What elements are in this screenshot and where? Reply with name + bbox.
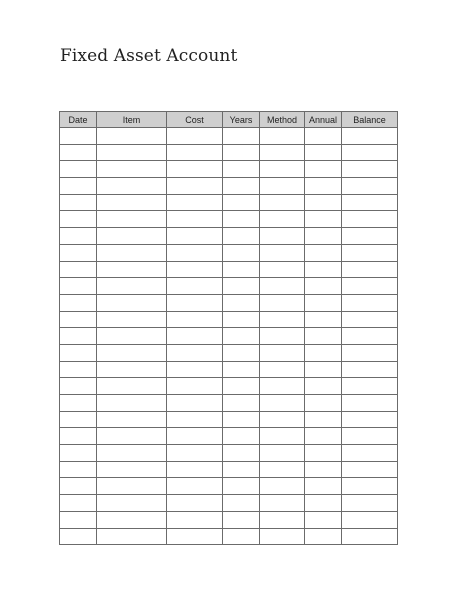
ledger-cell-date — [60, 511, 97, 528]
ledger-cell-item — [97, 261, 167, 278]
ledger-cell-item — [97, 278, 167, 295]
ledger-cell-balance — [342, 528, 398, 545]
ledger-cell-item — [97, 161, 167, 178]
ledger-cell-method — [260, 528, 305, 545]
ledger-cell-balance — [342, 261, 398, 278]
ledger-cell-item — [97, 495, 167, 512]
ledger-cell-item — [97, 178, 167, 195]
column-header-date: Date — [60, 112, 97, 128]
ledger-cell-method — [260, 144, 305, 161]
ledger-cell-annual — [305, 228, 342, 245]
ledger-cell-years — [223, 528, 260, 545]
ledger-cell-method — [260, 361, 305, 378]
ledger-cell-date — [60, 261, 97, 278]
ledger-cell-annual — [305, 378, 342, 395]
ledger-cell-method — [260, 228, 305, 245]
ledger-cell-item — [97, 395, 167, 412]
ledger-cell-method — [260, 161, 305, 178]
ledger-cell-date — [60, 128, 97, 145]
ledger-cell-date — [60, 211, 97, 228]
ledger-cell-balance — [342, 511, 398, 528]
column-header-years: Years — [223, 112, 260, 128]
ledger-cell-annual — [305, 161, 342, 178]
ledger-cell-cost — [167, 461, 223, 478]
ledger-row — [60, 161, 398, 178]
ledger-cell-item — [97, 344, 167, 361]
ledger-cell-balance — [342, 294, 398, 311]
ledger-cell-date — [60, 278, 97, 295]
ledger-cell-method — [260, 428, 305, 445]
ledger-row — [60, 361, 398, 378]
ledger-cell-balance — [342, 411, 398, 428]
ledger-cell-method — [260, 445, 305, 462]
ledger-cell-annual — [305, 128, 342, 145]
ledger-cell-date — [60, 194, 97, 211]
ledger-cell-cost — [167, 445, 223, 462]
ledger-cell-years — [223, 161, 260, 178]
ledger-cell-balance — [342, 344, 398, 361]
ledger-cell-annual — [305, 311, 342, 328]
ledger-cell-date — [60, 361, 97, 378]
ledger-row — [60, 278, 398, 295]
ledger-cell-years — [223, 445, 260, 462]
ledger-cell-balance — [342, 311, 398, 328]
ledger-cell-item — [97, 461, 167, 478]
ledger-cell-years — [223, 428, 260, 445]
ledger-cell-annual — [305, 261, 342, 278]
ledger-cell-date — [60, 344, 97, 361]
ledger-cell-cost — [167, 278, 223, 295]
ledger-row — [60, 178, 398, 195]
ledger-cell-balance — [342, 478, 398, 495]
ledger-cell-date — [60, 445, 97, 462]
ledger-cell-cost — [167, 378, 223, 395]
ledger-body — [60, 128, 398, 545]
ledger-row — [60, 495, 398, 512]
ledger-cell-item — [97, 311, 167, 328]
ledger-cell-method — [260, 395, 305, 412]
ledger-cell-cost — [167, 511, 223, 528]
ledger-cell-years — [223, 378, 260, 395]
ledger-cell-item — [97, 478, 167, 495]
ledger-cell-item — [97, 211, 167, 228]
ledger-row — [60, 261, 398, 278]
ledger-cell-balance — [342, 161, 398, 178]
ledger-cell-years — [223, 228, 260, 245]
ledger-cell-method — [260, 478, 305, 495]
ledger-cell-annual — [305, 294, 342, 311]
ledger-cell-item — [97, 128, 167, 145]
ledger-cell-cost — [167, 261, 223, 278]
column-header-method: Method — [260, 112, 305, 128]
ledger-cell-annual — [305, 144, 342, 161]
ledger-cell-cost — [167, 244, 223, 261]
ledger-cell-item — [97, 144, 167, 161]
ledger-cell-method — [260, 344, 305, 361]
ledger-cell-years — [223, 244, 260, 261]
ledger-cell-annual — [305, 478, 342, 495]
ledger-cell-date — [60, 395, 97, 412]
ledger-cell-method — [260, 311, 305, 328]
page-title: Fixed Asset Account — [60, 46, 238, 66]
ledger-cell-annual — [305, 528, 342, 545]
ledger-cell-item — [97, 445, 167, 462]
ledger-cell-date — [60, 428, 97, 445]
ledger-cell-cost — [167, 211, 223, 228]
ledger-cell-date — [60, 161, 97, 178]
ledger-cell-annual — [305, 211, 342, 228]
ledger-header-row — [60, 112, 398, 128]
ledger-row — [60, 294, 398, 311]
ledger-cell-years — [223, 144, 260, 161]
ledger-cell-date — [60, 178, 97, 195]
ledger-row — [60, 461, 398, 478]
ledger-cell-date — [60, 144, 97, 161]
ledger-cell-cost — [167, 311, 223, 328]
ledger-cell-method — [260, 495, 305, 512]
ledger-cell-method — [260, 244, 305, 261]
ledger-cell-method — [260, 128, 305, 145]
ledger-cell-date — [60, 411, 97, 428]
ledger-cell-date — [60, 294, 97, 311]
ledger-cell-cost — [167, 395, 223, 412]
column-header-cost: Cost — [167, 112, 223, 128]
ledger-cell-item — [97, 511, 167, 528]
ledger-cell-balance — [342, 211, 398, 228]
fixed-asset-ledger-table — [59, 111, 398, 545]
ledger-cell-years — [223, 461, 260, 478]
ledger-cell-method — [260, 278, 305, 295]
ledger-cell-date — [60, 311, 97, 328]
ledger-cell-annual — [305, 178, 342, 195]
ledger-row — [60, 228, 398, 245]
ledger-cell-balance — [342, 194, 398, 211]
ledger-cell-balance — [342, 278, 398, 295]
ledger-cell-annual — [305, 511, 342, 528]
ledger-cell-cost — [167, 328, 223, 345]
ledger-cell-annual — [305, 244, 342, 261]
ledger-cell-balance — [342, 144, 398, 161]
ledger-cell-years — [223, 211, 260, 228]
ledger-cell-balance — [342, 228, 398, 245]
ledger-cell-annual — [305, 461, 342, 478]
ledger-cell-date — [60, 244, 97, 261]
ledger-cell-annual — [305, 361, 342, 378]
ledger-cell-balance — [342, 178, 398, 195]
ledger-cell-balance — [342, 395, 398, 412]
ledger-cell-years — [223, 411, 260, 428]
ledger-row — [60, 194, 398, 211]
ledger-cell-item — [97, 294, 167, 311]
ledger-cell-years — [223, 344, 260, 361]
ledger-cell-method — [260, 294, 305, 311]
ledger-cell-years — [223, 478, 260, 495]
ledger-cell-date — [60, 478, 97, 495]
ledger-cell-cost — [167, 428, 223, 445]
ledger-cell-years — [223, 294, 260, 311]
ledger-cell-date — [60, 495, 97, 512]
ledger-cell-cost — [167, 228, 223, 245]
ledger-cell-balance — [342, 244, 398, 261]
ledger-row — [60, 445, 398, 462]
ledger-cell-years — [223, 261, 260, 278]
ledger-cell-item — [97, 528, 167, 545]
ledger-cell-cost — [167, 528, 223, 545]
ledger-cell-annual — [305, 428, 342, 445]
ledger-row — [60, 328, 398, 345]
ledger-cell-item — [97, 328, 167, 345]
ledger-row — [60, 311, 398, 328]
ledger-cell-balance — [342, 428, 398, 445]
ledger-cell-years — [223, 194, 260, 211]
ledger-cell-cost — [167, 161, 223, 178]
ledger-cell-balance — [342, 461, 398, 478]
ledger-cell-years — [223, 178, 260, 195]
ledger-cell-method — [260, 211, 305, 228]
ledger-row — [60, 344, 398, 361]
ledger-cell-balance — [342, 445, 398, 462]
ledger-cell-date — [60, 378, 97, 395]
ledger-cell-annual — [305, 278, 342, 295]
ledger-row — [60, 478, 398, 495]
ledger-row — [60, 411, 398, 428]
ledger-row — [60, 211, 398, 228]
ledger-cell-cost — [167, 478, 223, 495]
ledger-cell-date — [60, 328, 97, 345]
ledger-cell-method — [260, 261, 305, 278]
column-header-annual: Annual — [305, 112, 342, 128]
ledger-cell-cost — [167, 361, 223, 378]
ledger-cell-item — [97, 411, 167, 428]
ledger-cell-method — [260, 194, 305, 211]
ledger-cell-years — [223, 128, 260, 145]
ledger-cell-years — [223, 511, 260, 528]
ledger-cell-annual — [305, 194, 342, 211]
ledger-cell-annual — [305, 445, 342, 462]
ledger-row — [60, 511, 398, 528]
ledger-cell-method — [260, 411, 305, 428]
ledger-cell-years — [223, 311, 260, 328]
ledger-cell-cost — [167, 194, 223, 211]
ledger-cell-date — [60, 461, 97, 478]
ledger-cell-cost — [167, 128, 223, 145]
ledger-cell-method — [260, 378, 305, 395]
ledger-cell-method — [260, 328, 305, 345]
ledger-cell-item — [97, 378, 167, 395]
ledger-cell-years — [223, 395, 260, 412]
ledger-cell-balance — [342, 495, 398, 512]
ledger-cell-item — [97, 428, 167, 445]
ledger-row — [60, 244, 398, 261]
ledger-cell-annual — [305, 344, 342, 361]
ledger-cell-annual — [305, 411, 342, 428]
ledger-cell-cost — [167, 144, 223, 161]
ledger-cell-cost — [167, 344, 223, 361]
ledger-cell-cost — [167, 495, 223, 512]
ledger-cell-annual — [305, 328, 342, 345]
ledger-cell-cost — [167, 294, 223, 311]
ledger-row — [60, 378, 398, 395]
ledger-cell-balance — [342, 361, 398, 378]
ledger-row — [60, 395, 398, 412]
ledger-cell-balance — [342, 328, 398, 345]
ledger-cell-cost — [167, 411, 223, 428]
column-header-balance: Balance — [342, 112, 398, 128]
ledger-row — [60, 428, 398, 445]
ledger-cell-years — [223, 495, 260, 512]
ledger-cell-item — [97, 361, 167, 378]
ledger-cell-years — [223, 361, 260, 378]
ledger-cell-years — [223, 328, 260, 345]
ledger-row — [60, 128, 398, 145]
column-header-item: Item — [97, 112, 167, 128]
ledger-cell-years — [223, 278, 260, 295]
ledger-cell-annual — [305, 395, 342, 412]
ledger-cell-method — [260, 511, 305, 528]
ledger-row — [60, 528, 398, 545]
ledger-cell-method — [260, 178, 305, 195]
ledger-cell-cost — [167, 178, 223, 195]
ledger-cell-item — [97, 194, 167, 211]
ledger-cell-date — [60, 528, 97, 545]
ledger-cell-date — [60, 228, 97, 245]
ledger-cell-annual — [305, 495, 342, 512]
ledger-cell-method — [260, 461, 305, 478]
ledger-cell-balance — [342, 378, 398, 395]
ledger-cell-item — [97, 244, 167, 261]
ledger-cell-item — [97, 228, 167, 245]
ledger-cell-balance — [342, 128, 398, 145]
ledger-row — [60, 144, 398, 161]
